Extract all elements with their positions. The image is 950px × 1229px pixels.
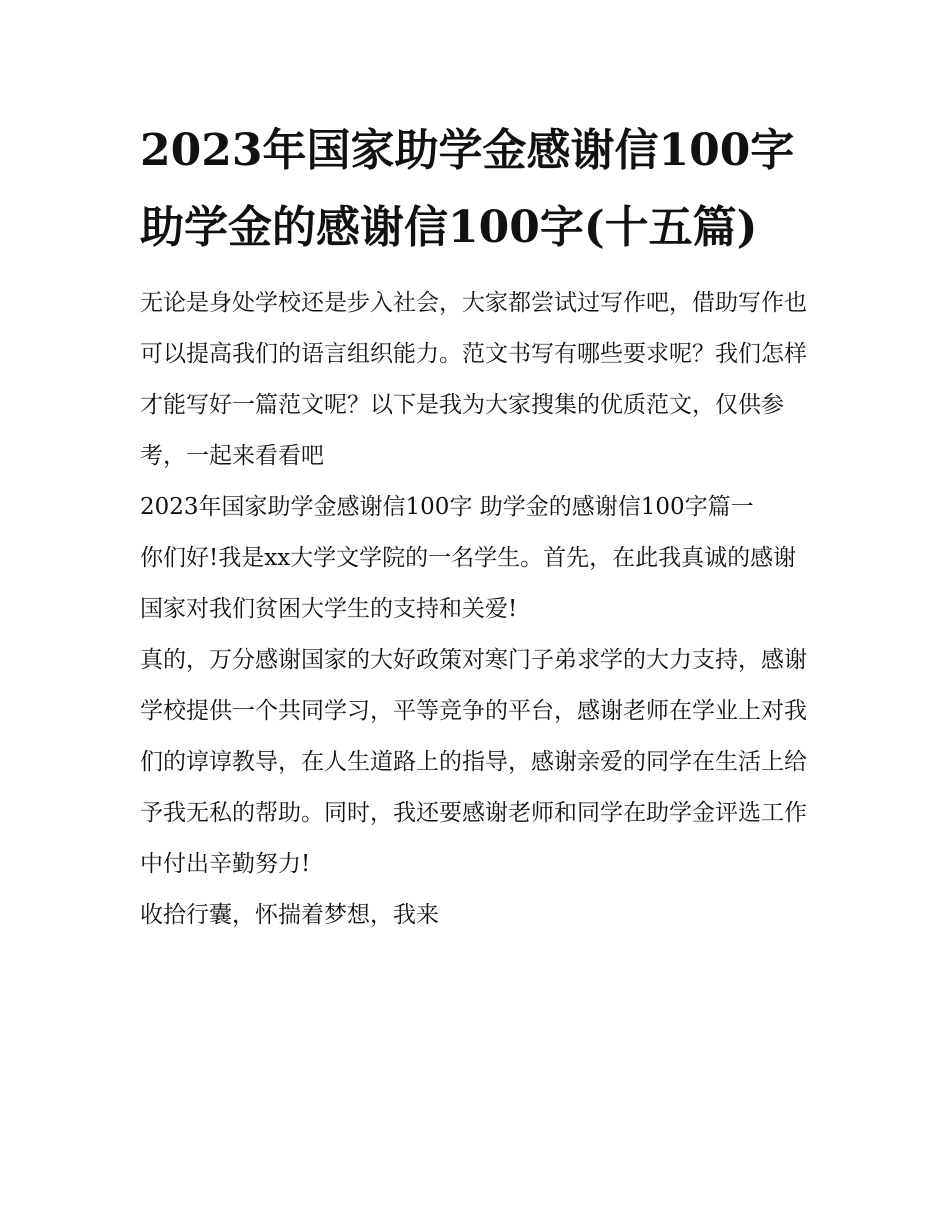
document-page	[140, 112, 812, 941]
paragraph-section-heading: 2023年国家助学金感谢信100字 助学金的感谢信100字篇一	[140, 494, 754, 520]
paragraph-intro: 无论是身处学校还是步入社会，大家都尝试过写作吧，借助写作也可以提高我们的语言组织能力。范文书写有哪些要求呢？我们怎样才能写好一篇范文呢？以下是我为大家搜集的优质范文，仅供参考，一起来看看吧	[140, 290, 807, 469]
paragraph-closing: 收拾行囊，怀揣着梦想，我来	[140, 902, 439, 928]
paragraph-greeting: 你们好!我是xx大学文学院的一名学生。首先，在此我真诚的感谢国家对我们贫困大学生的支持和关爱!	[140, 545, 797, 622]
paragraph-thanks: 真的，万分感谢国家的大好政策对寒门子弟求学的大力支持，感谢学校提供一个共同学习，平等竞争的平台，感谢老师在学业上对我们的谆谆教导，在人生道路上的指导，感谢亲爱的同学在生活上给予我无私的帮助。同时，我还要感谢老师和同学在助学金评选工作中付出辛勤努力!	[140, 647, 807, 877]
document-body	[140, 278, 812, 941]
document-title: 2023年国家助学金感谢信100字 助学金的感谢信100字(十五篇)	[140, 125, 795, 253]
